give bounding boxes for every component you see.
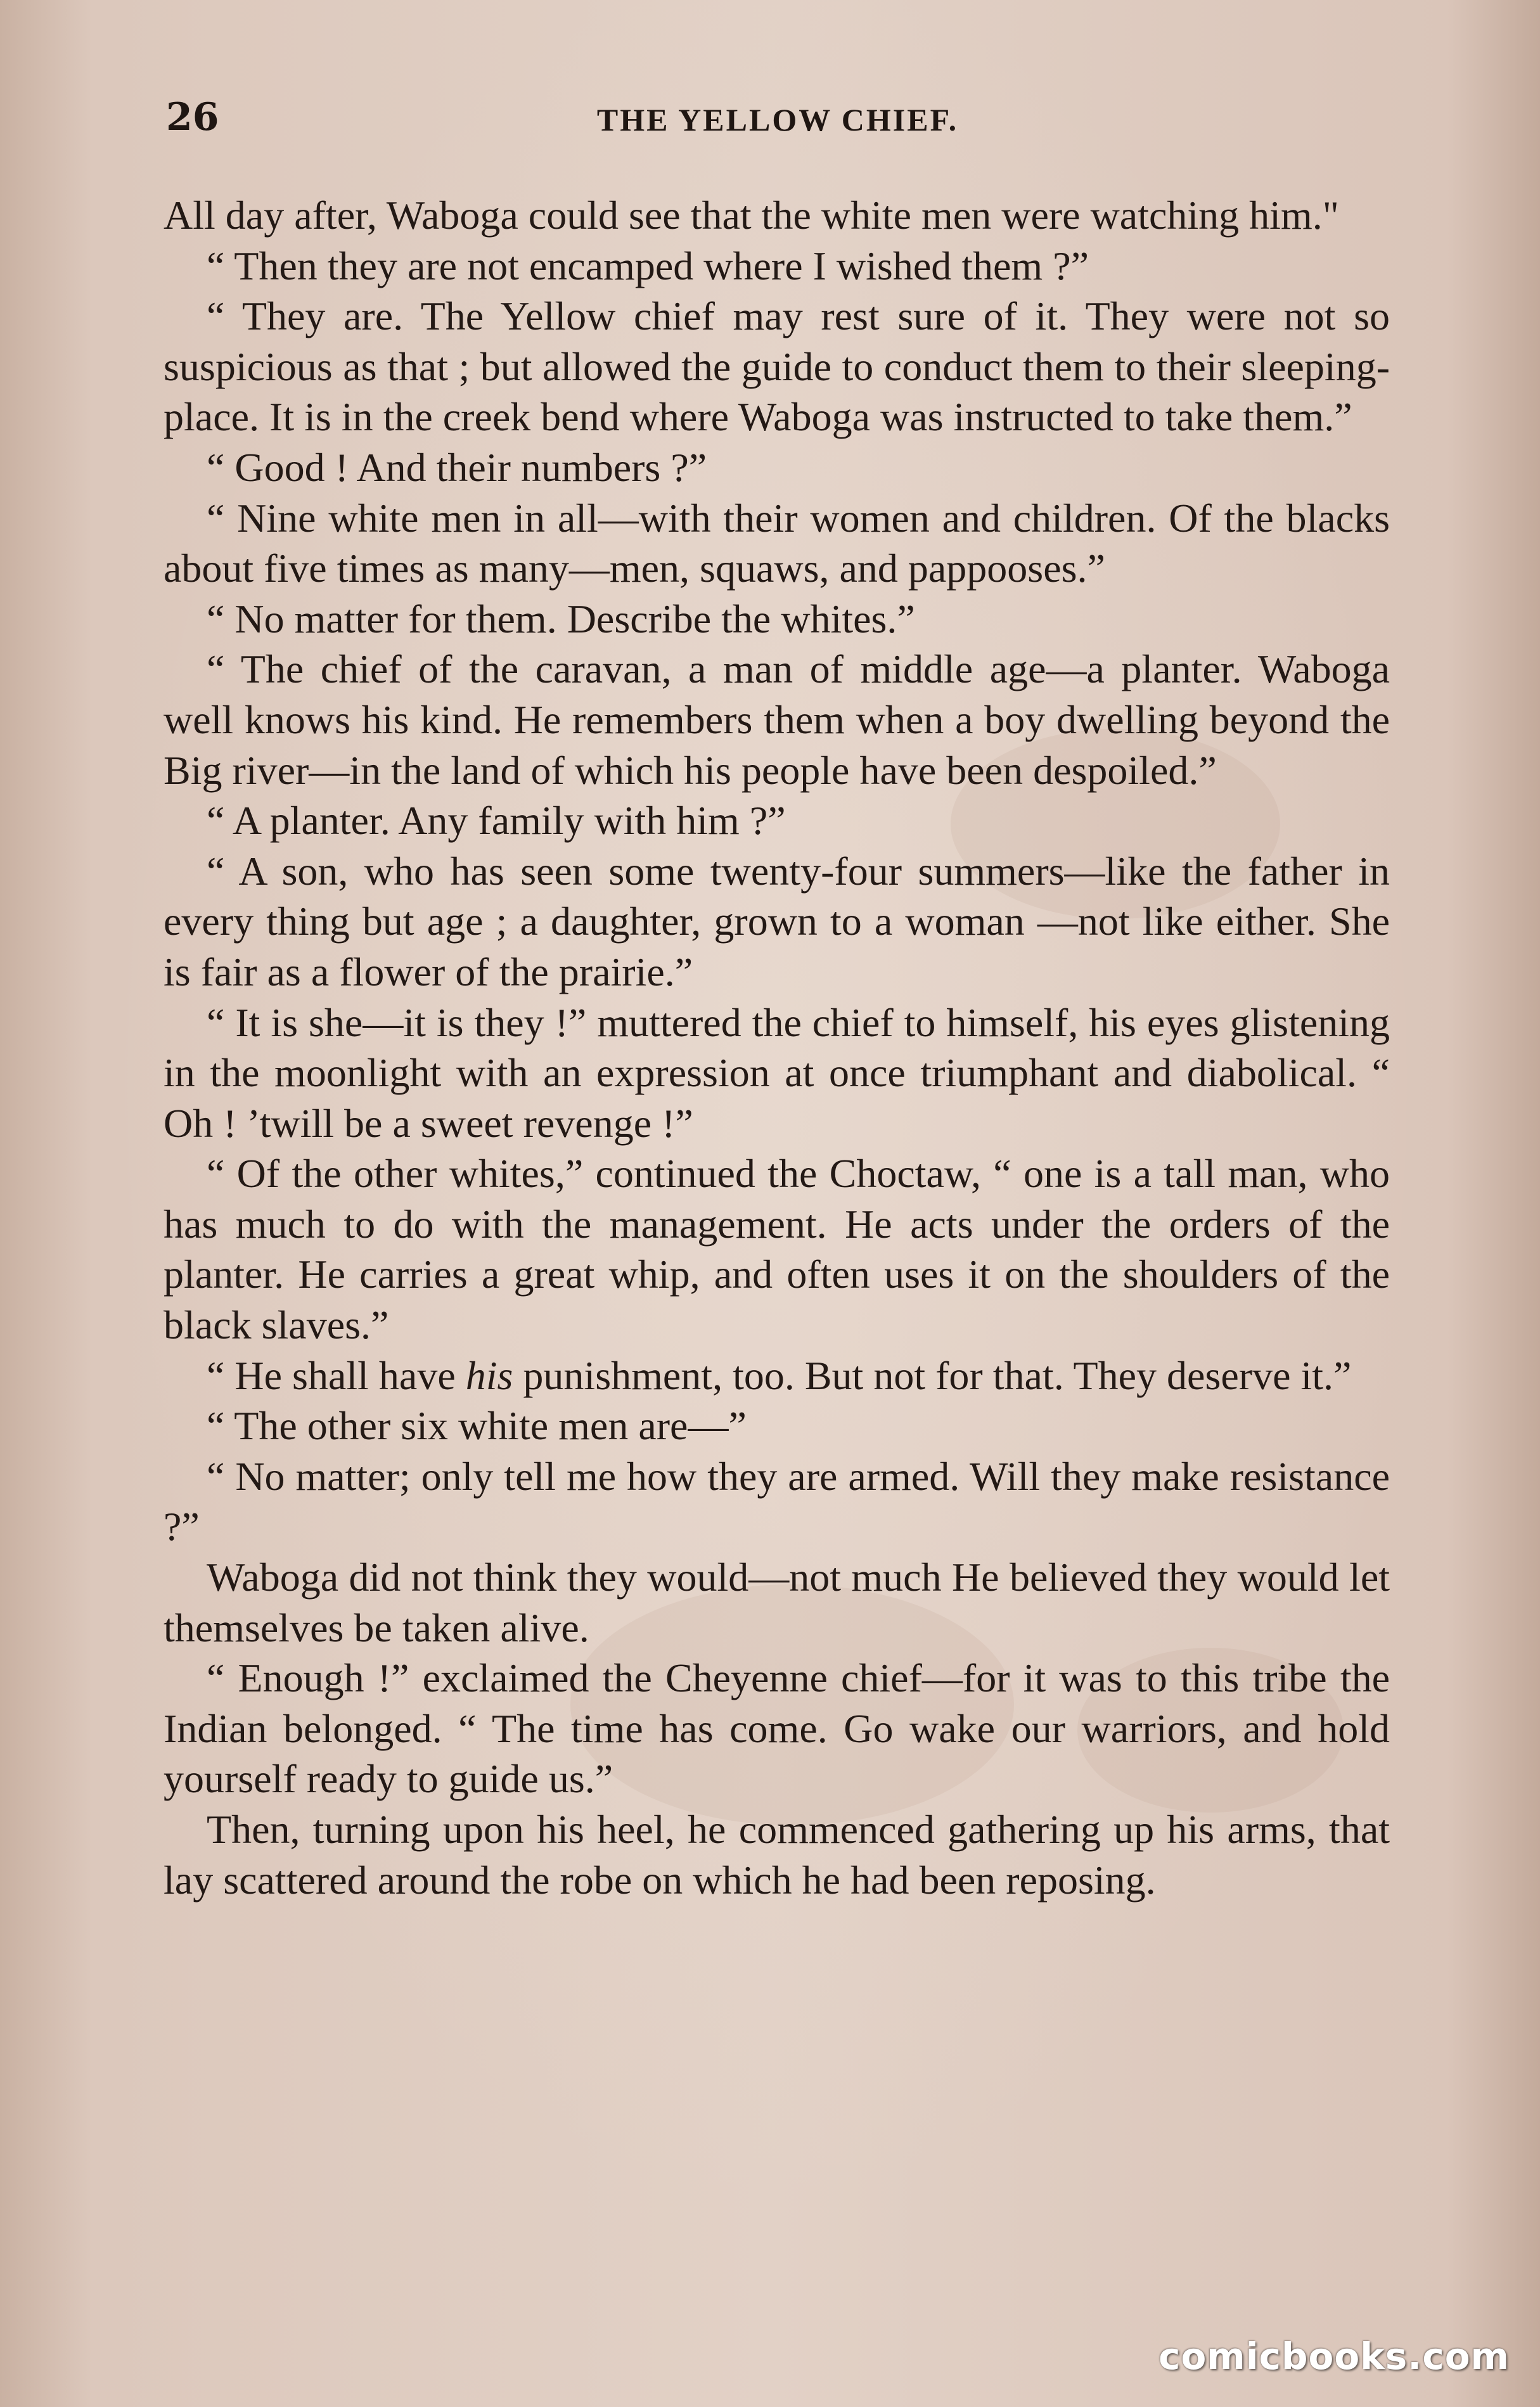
paragraph-text: “ He shall have: [207, 1352, 466, 1398]
paragraph-text: punishment, too. But not for that. They deserve it.”: [513, 1352, 1352, 1398]
paragraph: “ A son, who has seen some twenty-four summers—like the father in every thing but age ; a daughter, grown to a woman —not like either. She is fair as a flower of the prairie.”: [164, 848, 1390, 994]
watermark: comicbooks.com: [1158, 2335, 1510, 2378]
page-number: 26: [166, 95, 219, 139]
paragraph: “ It is she—it is they !” muttered the chief to himself, his eyes glistening in the moonlight with an expression at once triumphant and diabolical. “ Oh ! ’twill be a sweet revenge !”: [164, 999, 1390, 1146]
paragraph: “ A planter. Any family with him ?”: [207, 798, 786, 844]
paragraph: “ They are. The Yellow chief may rest sure of it. They were not so suspicious as that ; but allowed the guide to conduct them to their sleeping-place. It is in the creek bend where Waboga was instructed to take them.”: [164, 293, 1390, 440]
body-text: [164, 190, 1390, 1905]
paragraph: “ Of the other whites,” continued the Choctaw, “ one is a tall man, who has much to do with the management. He acts under the orders of the planter. He carries a great whip, and often uses it on the shoulders of the black slaves.”: [164, 1151, 1390, 1348]
paragraph: [164, 1351, 1390, 1401]
paragraph: “ Then they are not encamped where I wished them ?”: [207, 243, 1089, 288]
paragraph: “ The other six white men are—”: [207, 1403, 747, 1449]
paragraph: “ No matter for them. Describe the whites.”: [207, 596, 915, 641]
paragraph: “ The chief of the caravan, a man of middle age—a planter. Waboga well knows his kind. He remembers them when a boy dwelling beyond the Big river—in the land of which his people have been despoiled.”: [164, 646, 1390, 793]
paragraph: All day after, Waboga could see that the white men were watching him.": [164, 193, 1339, 238]
paragraph: “ Good ! And their numbers ?”: [207, 444, 707, 490]
paragraph: Waboga did not think they would—not much He believed they would let themselves be taken alive.: [164, 1555, 1390, 1650]
paragraph: “ Enough !” exclaimed the Cheyenne chief—for it was to this tribe the Indian belonged. “ The time has come. Go wake our warriors, and hold yourself ready to guide us.”: [164, 1655, 1390, 1802]
emphasis-word: his: [465, 1352, 513, 1398]
running-title: THE YELLOW CHIEF.: [596, 102, 959, 138]
paragraph: “ Nine white men in all—with their women and children. Of the blacks about five times as many—men, squaws, and pappooses.”: [164, 495, 1390, 591]
running-head: [166, 95, 1389, 146]
paragraph: “ No matter; only tell me how they are armed. Will they make resistance ?”: [164, 1453, 1390, 1550]
paragraph: Then, turning upon his heel, he commenced gathering up his arms, that lay scattered around the robe on which he had been reposing.: [164, 1807, 1390, 1903]
